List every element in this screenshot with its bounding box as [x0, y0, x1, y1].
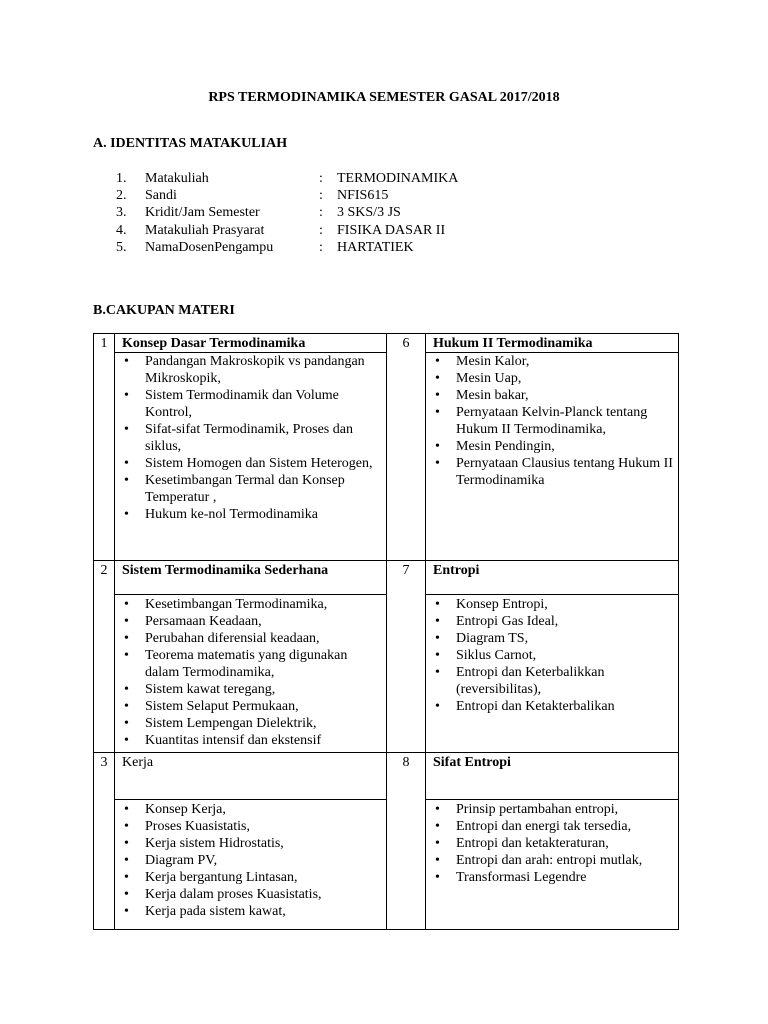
list-item: • Diagram TS,	[426, 630, 674, 647]
identity-label: Sandi	[145, 188, 177, 204]
identity-row	[93, 222, 513, 239]
identity-value: NFIS615	[337, 188, 389, 204]
list-item: • Perubahan diferensial keadaan,	[115, 630, 382, 647]
identity-label: Matakuliah	[145, 171, 209, 186]
topic-items-cell	[115, 595, 387, 753]
materi-table	[93, 333, 679, 930]
table-row	[94, 753, 679, 800]
table-row	[94, 561, 679, 595]
list-item: • Pernyataan Kelvin-Planck tentang Hukum II Termodinamika,	[426, 404, 674, 438]
list-item: • Proses Kuasistatis,	[115, 818, 382, 835]
identity-label: NamaDosenPengampu	[145, 239, 274, 255]
list-item: • Kesetimbangan Termodinamika,	[115, 596, 382, 613]
list-item: • Siklus Carnot,	[426, 647, 674, 664]
list-item: • Entropi Gas Ideal,	[426, 613, 674, 630]
table-row	[94, 800, 679, 930]
topic-items-cell	[115, 800, 387, 930]
topic-number: 2	[94, 561, 115, 753]
identity-row	[93, 170, 513, 187]
topic-item-list	[115, 353, 386, 523]
identity-number: 4.	[116, 222, 127, 238]
topic-item-list	[115, 801, 386, 920]
identity-number: 5.	[116, 239, 127, 255]
topic-number: 6	[387, 334, 426, 561]
page-title: RPS TERMODINAMIKA SEMESTER GASAL 2017/2018	[208, 90, 560, 105]
list-item: • Konsep Kerja,	[115, 801, 382, 818]
topic-items-cell	[426, 800, 679, 930]
list-item: • Pandangan Makroskopik vs pandangan Mikroskopik,	[115, 353, 382, 387]
identity-colon: :	[319, 205, 323, 221]
list-item: • Konsep Entropi,	[426, 596, 674, 613]
list-item: • Kesetimbangan Termal dan Konsep Temperatur ,	[115, 472, 382, 506]
table-row	[94, 334, 679, 353]
identity-row	[93, 204, 513, 221]
list-item: • Sifat-sifat Termodinamik, Proses dan siklus,	[115, 421, 382, 455]
list-item: • Kerja bergantung Lintasan,	[115, 869, 382, 886]
list-item: • Diagram PV,	[115, 852, 382, 869]
list-item: • Mesin Kalor,	[426, 353, 674, 370]
topic-items-cell	[426, 595, 679, 753]
identity-value: FISIKA DASAR II	[337, 222, 446, 238]
topic-item-list	[426, 801, 678, 886]
identity-list	[93, 170, 513, 256]
list-item: • Sistem Termodinamik dan Volume Kontrol,	[115, 387, 382, 421]
list-item: • Sistem Homogen dan Sistem Heterogen,	[115, 455, 382, 472]
topic-item-list	[115, 596, 386, 749]
list-item: • Entropi dan arah: entropi mutlak,	[426, 852, 674, 869]
section-a-heading: A. IDENTITAS MATAKULIAH	[93, 136, 288, 151]
identity-number: 1.	[116, 171, 127, 186]
topic-number: 3	[94, 753, 115, 930]
table-row	[94, 595, 679, 753]
identity-row	[93, 187, 513, 204]
list-item: • Transformasi Legendre	[426, 869, 674, 886]
list-item: • Persamaan Keadaan,	[115, 613, 382, 630]
list-item: • Kerja pada sistem kawat,	[115, 903, 382, 920]
topic-number: 7	[387, 561, 426, 753]
list-item: • Entropi dan Keterbalikkan (reversibilitas),	[426, 664, 674, 698]
identity-number: 2.	[116, 188, 127, 204]
topic-item-list	[426, 596, 678, 715]
topic-title: Kerja	[115, 753, 387, 800]
list-item: • Teorema matematis yang digunakan dalam Termodinamika,	[115, 647, 382, 681]
topic-title: Entropi	[426, 561, 679, 595]
topic-number: 8	[387, 753, 426, 930]
identity-label: Matakuliah Prasyarat	[145, 222, 265, 238]
list-item: • Mesin bakar,	[426, 387, 674, 404]
list-item: • Sistem Selaput Permukaan,	[115, 698, 382, 715]
identity-label: Kridit/Jam Semester	[145, 205, 260, 221]
list-item: • Sistem Lempengan Dielektrik,	[115, 715, 382, 732]
table-row	[94, 353, 679, 561]
topic-number: 1	[94, 334, 115, 561]
topic-items-cell	[426, 353, 679, 561]
topic-title: Sistem Termodinamika Sederhana	[115, 561, 387, 595]
list-item: • Kerja dalam proses Kuasistatis,	[115, 886, 382, 903]
topic-title: Hukum II Termodinamika	[426, 334, 679, 353]
identity-value: HARTATIEK	[337, 239, 414, 255]
identity-value: TERMODINAMIKA	[337, 171, 459, 186]
list-item: • Prinsip pertambahan entropi,	[426, 801, 674, 818]
list-item: • Entropi dan energi tak tersedia,	[426, 818, 674, 835]
list-item: • Kerja sistem Hidrostatis,	[115, 835, 382, 852]
topic-item-list	[426, 353, 678, 489]
list-item: • Entropi dan ketakteraturan,	[426, 835, 674, 852]
identity-colon: :	[319, 188, 323, 204]
topic-items-cell	[115, 353, 387, 561]
identity-row	[93, 239, 513, 256]
list-item: • Hukum ke-nol Termodinamika	[115, 506, 382, 523]
list-item: • Entropi dan Ketakterbalikan	[426, 698, 674, 715]
identity-number: 3.	[116, 205, 127, 221]
section-b-heading: B.CAKUPAN MATERI	[93, 303, 235, 318]
topic-title: Konsep Dasar Termodinamika	[115, 334, 387, 353]
topic-title: Sifat Entropi	[426, 753, 679, 800]
list-item: • Mesin Pendingin,	[426, 438, 674, 455]
list-item: • Sistem kawat teregang,	[115, 681, 382, 698]
list-item: • Mesin Uap,	[426, 370, 674, 387]
identity-colon: :	[319, 239, 323, 255]
list-item: • Pernyataan Clausius tentang Hukum II Termodinamika	[426, 455, 674, 489]
identity-colon: :	[319, 222, 323, 238]
identity-value: 3 SKS/3 JS	[337, 205, 401, 221]
list-item: • Kuantitas intensif dan ekstensif	[115, 732, 382, 749]
identity-colon: :	[319, 171, 323, 186]
